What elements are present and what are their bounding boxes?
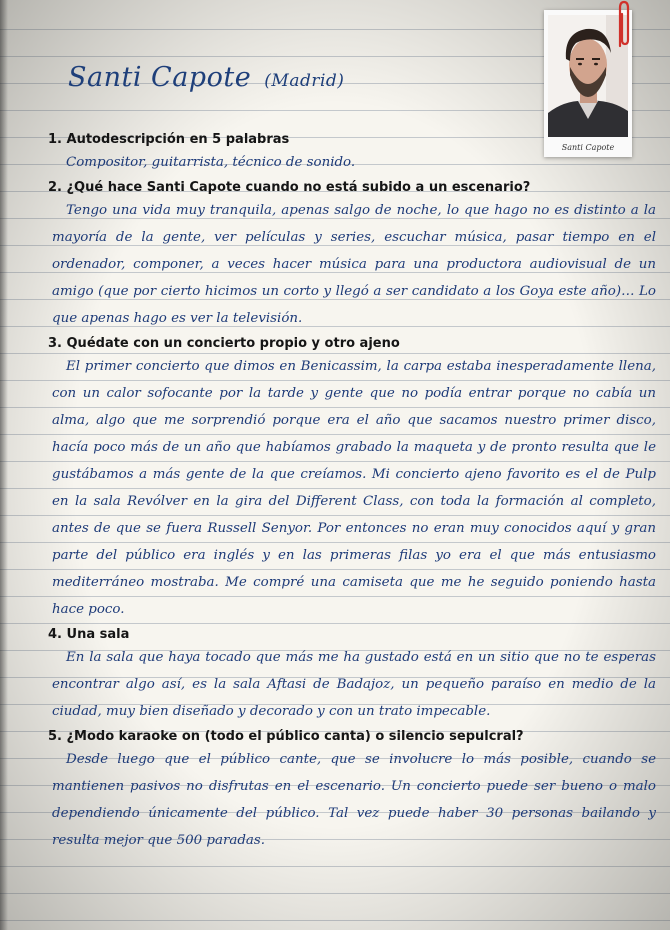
question: 5. ¿Modo karaoke on (todo el público canta) o silencio sepulcral? xyxy=(48,729,524,744)
page-title xyxy=(68,62,344,93)
question: 1. Autodescripción en 5 palabras xyxy=(48,132,290,147)
question: 3. Quédate con un concierto propio y otro ajeno xyxy=(48,336,400,351)
photo-caption: Santi Capote xyxy=(561,143,615,152)
interview xyxy=(48,128,656,854)
answer: Compositor, guitarrista, técnico de sonido. xyxy=(66,155,356,170)
question: 2. ¿Qué hace Santi Capote cuando no está subido a un escenario? xyxy=(48,180,531,195)
answer: Tengo una vida muy tranquila, apenas salgo de noche, lo que hago no es distinto a la mayoría de la gente, ver películas y series, escuchar música, pasar tiempo en el ordenador, componer, a veces hacer música para una productora audiovisual de un amigo (que por cierto hicimos un corto y llegó a ser candidato a los Goya este año)… Lo que apenas hago es ver la televisión. xyxy=(52,203,656,326)
qa-item xyxy=(48,623,656,725)
qa-item xyxy=(48,128,656,176)
qa-item xyxy=(48,332,656,623)
answer: Desde luego que el público cante, que se involucre lo más posible, cuando se mantienen pasivos no disfrutas en el escenario. Un concierto puede ser bueno o malo dependiendo únicamente del público. Tal vez puede haber 30 personas bailando y resulta mejor que 500 paradas. xyxy=(52,752,656,848)
answer: El primer concierto que dimos en Benicassim, la carpa estaba inesperadamente llena, con un calor sofocante por la tarde y gente que no podía entrar porque no cabía un alma, algo que me sorprendió porque era el año que sacamos nuestro primer disco, hacía poco más de un año que habíamos grabado la maqueta y de pronto resulta que le gustábamos a más gente de la que creíamos. Mi concierto ajeno favorito es el de Pulp en la sala Revólver en la gira del Different Class, con toda la formación al completo, antes de que se fuera Russell Senyor. Por entonces no eran muy conocidos aquí y gran parte del público era inglés y en las primeras filas yo era el que más entusiasmo mediterráneo mostraba. Me compré una camiseta que me he seguido poniendo hasta hace poco. xyxy=(52,359,656,617)
paperclip-icon xyxy=(614,0,632,50)
answer: En la sala que haya tocado que más me ha gustado está en un sitio que no te esperas encontrar algo así, es la sala Aftasi de Badajoz, un pequeño paraíso en medio de la ciudad, muy bien diseñado y decorado y con un trato impecable. xyxy=(52,650,656,719)
artist-name: Santi Capote xyxy=(68,62,252,93)
qa-item xyxy=(48,176,656,332)
question: 4. Una sala xyxy=(48,627,130,642)
qa-item xyxy=(48,725,656,854)
artist-city: (Madrid) xyxy=(264,71,345,91)
